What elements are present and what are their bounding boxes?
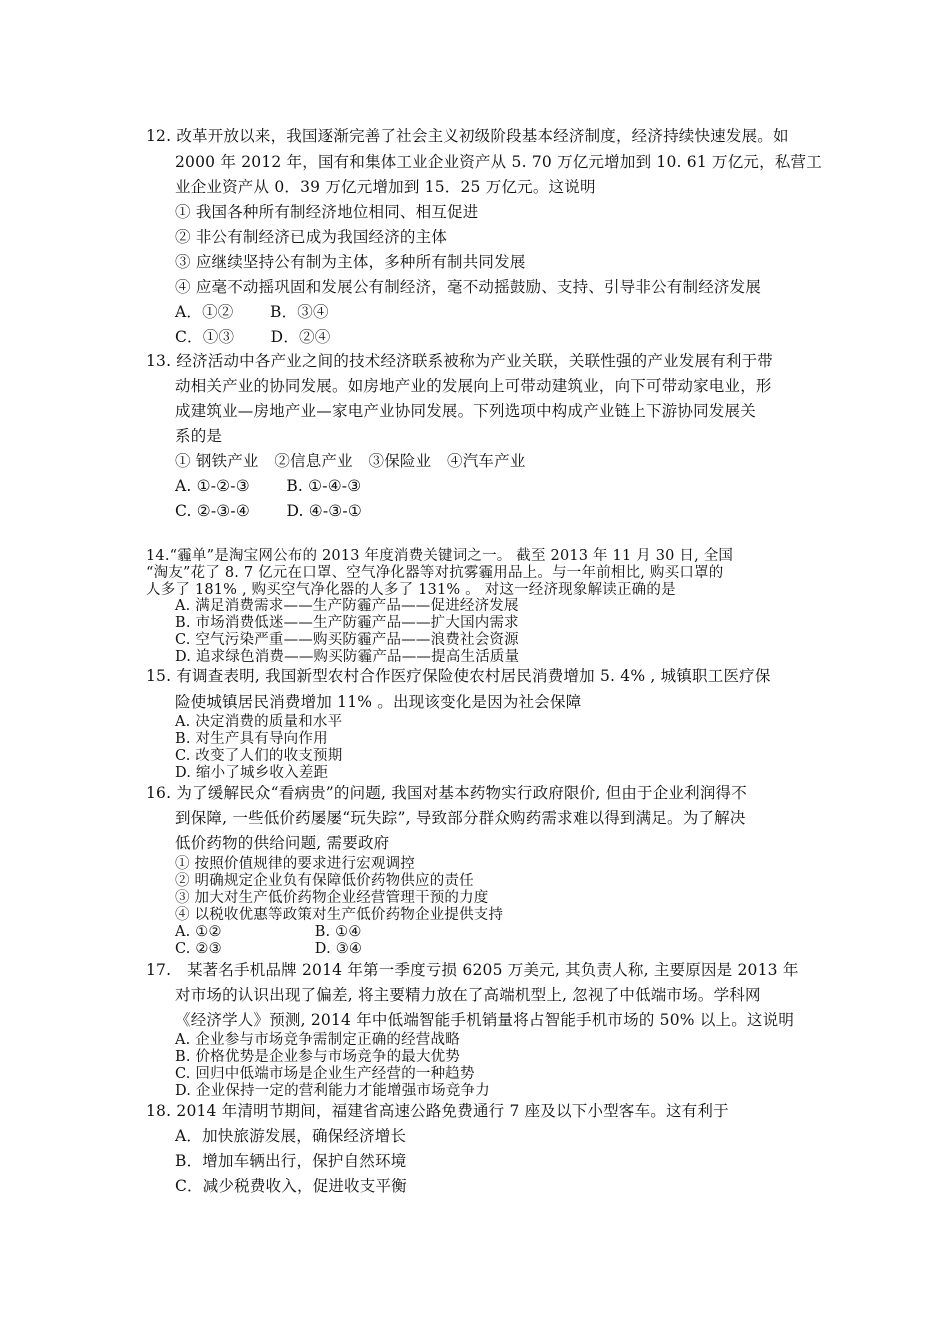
answer-option: C. 改变了人们的收支预期 [175,748,343,764]
question-stem-line: 18. 2014 年清明节期间，福建省高速公路免费通行 7 座及以下小型客车。这有利于 [146,1102,729,1120]
statement-item: ③ 应继续坚持公有制为主体，多种所有制共同发展 [175,253,526,271]
answer-option: B. 市场消费低迷——生产防霾产品——扩大国内需求 [175,615,519,631]
answer-options: C．①③ D．②④ [175,328,331,346]
answer-option: A. 企业参与市场竞争需制定正确的经营战略 [175,1032,460,1048]
statement-item: ④ 以税收优惠等政策对生产低价药物企业提供支持 [175,907,504,923]
answer-option: D. 缩小了城乡收入差距 [175,765,329,781]
statement-item: ② 明确规定企业负有保障低价药物供应的责任 [175,873,474,889]
answer-option: C. 空气污染严重——购买防霾产品——浪费社会资源 [175,632,519,648]
question-stem-line: 13. 经济活动中各产业之间的技术经济联系被称为产业关联，关联性强的产业发展有利于带 [146,352,773,370]
question-stem-line: “淘友”花了 8. 7 亿元在口罩、空气净化器等对抗雾霾用品上。与一年前相比, 购买口罩的 [146,565,724,581]
answer-options: A. ①-②-③ B. ①-④-③ [175,477,362,495]
question-stem-line: 16. 为了缓解民众“看病贵”的问题, 我国对基本药物实行政府限价, 但由于企业利润得不 [146,784,747,802]
answer-options: A. ①② B. ①④ [175,924,362,940]
statement-item: ③ 加大对生产低价药物企业经营管理干预的力度 [175,890,489,906]
answer-option: C. 回归中低端市场是企业生产经营的一种趋势 [175,1066,475,1082]
question-stem-line: 17. 某著名手机品牌 2014 年第一季度亏损 6205 万美元, 其负责人称, 主要原因是 2013 年 [146,961,799,979]
question-stem-line: 到保障, 一些低价药屡屡“玩失踪”, 导致部分群众购药需求难以得到满足。为了解决 [175,809,746,827]
question-stem-line: 系的是 [175,427,223,445]
question-stem-line: 《经济学人》预测, 2014 年中低端智能手机销量将占智能手机市场的 50% 以上。这说明 [175,1011,795,1029]
question-stem-line: 2000 年 2012 年，国有和集体工业企业资产从 5. 70 万亿元增加到 10. 61 万亿元，私营工 [175,153,822,171]
answer-options: C. ②-③-④ D. ④-③-① [175,502,362,520]
question-stem-line: 动相关产业的协同发展。如房地产业的发展向上可带动建筑业，向下可带动家电业，形 [175,377,772,395]
question-stem-line: 12. 改革开放以来，我国逐渐完善了社会主义初级阶段基本经济制度，经济持续快速发展。如 [146,127,789,145]
question-stem-line: 低价药物的供给问题, 需要政府 [175,834,390,852]
question-stem-line: 15. 有调查表明, 我国新型农村合作医疗保险使农村居民消费增加 5. 4% , 城镇职工医疗保 [146,667,771,685]
answer-options: A．①② B．③④ [175,303,329,321]
statement-item: ① 按照价值规律的要求进行宏观调控 [175,856,416,872]
answer-option: B. 对生产具有导向作用 [175,731,328,747]
answer-option: B．增加车辆出行，保护自然环境 [175,1152,407,1170]
answer-option: D. 追求绿色消费——购买防霾产品——提高生活质量 [175,649,520,665]
statement-item: ① 我国各种所有制经济地位相同、相互促进 [175,203,479,221]
question-stem-line: 险使城镇居民消费增加 11% 。出现该变化是因为社会保障 [175,693,582,711]
answer-option: A．加快旅游发展，确保经济增长 [175,1127,407,1145]
answer-option: C．减少税费收入，促进收支平衡 [175,1177,407,1195]
question-stem-line: 人多了 181% , 购买空气净化器的人多了 131% 。 对这一经济现象解读正确的是 [146,582,676,598]
statement-item: ① 钢铁产业 ②信息产业 ③保险业 ④汽车产业 [175,452,526,470]
question-stem-line: 成建筑业—房地产业—家电产业协同发展。下列选项中构成产业链上下游协同发展关 [175,402,756,420]
question-stem-line: 业企业资产从 0．39 万亿元增加到 15．25 万亿元。这说明 [175,178,596,196]
answer-option: D. 企业保持一定的营利能力才能增强市场竞争力 [175,1083,490,1099]
answer-options: C. ②③ D. ③④ [175,941,363,957]
answer-option: B. 价格优势是企业参与市场竞争的最大优势 [175,1049,461,1065]
statement-item: ② 非公有制经济已成为我国经济的主体 [175,228,448,246]
answer-option: A. 决定消费的质量和水平 [175,714,343,730]
question-stem-line: 14.“霾单”是淘宝网公布的 2013 年度消费关键词之一。 截至 2013 年 11 月 30 日, 全国 [146,548,734,564]
answer-option: A. 满足消费需求——生产防霾产品——促进经济发展 [175,598,519,614]
statement-item: ④ 应毫不动摇巩固和发展公有制经济，毫不动摇鼓励、支持、引导非公有制经济发展 [175,278,762,296]
question-stem-line: 对市场的认识出现了偏差, 将主要精力放在了高端机型上, 忽视了中低端市场。学科网 [175,986,761,1004]
